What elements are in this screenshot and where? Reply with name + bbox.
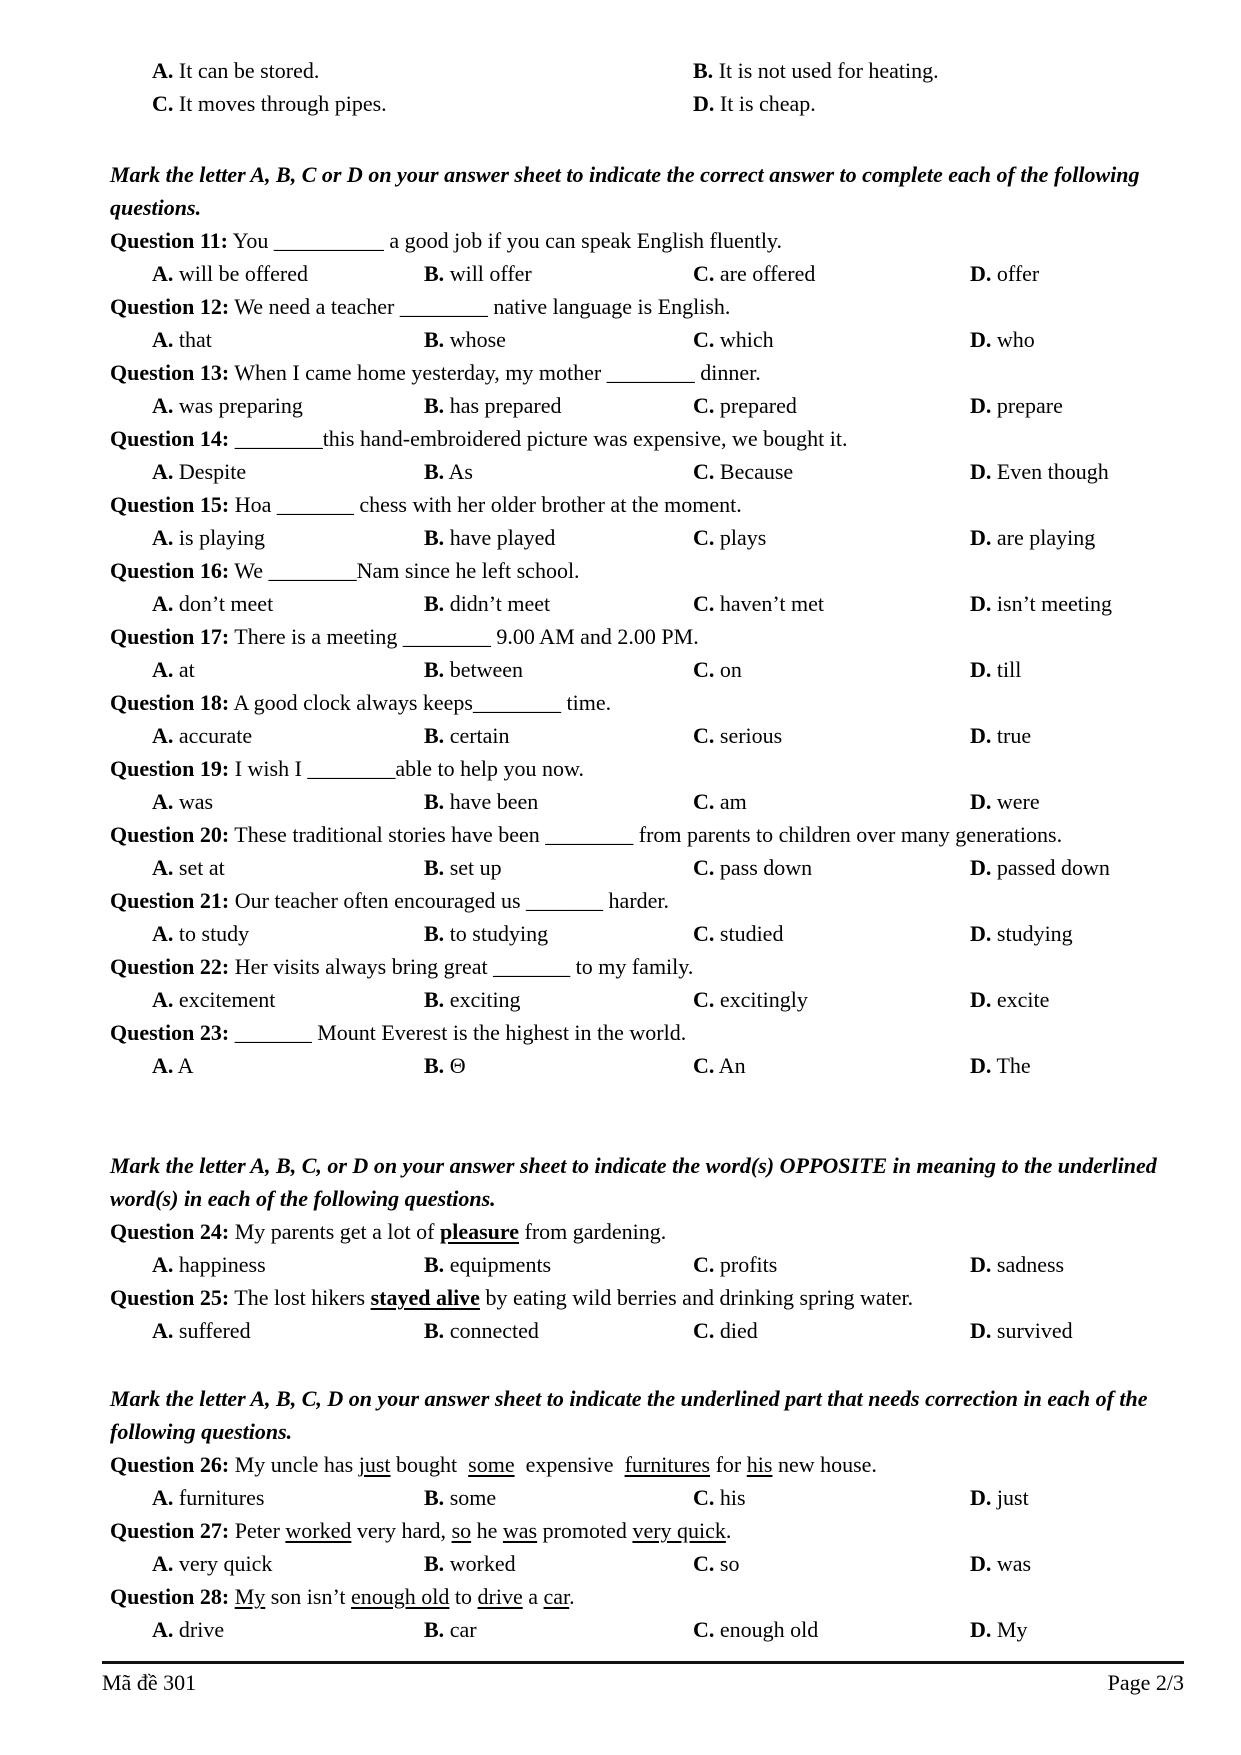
answer-option: D. excite	[970, 987, 1050, 1012]
question-text	[110, 290, 1182, 323]
option-letter: B.	[424, 855, 445, 880]
footer-row	[102, 1664, 1184, 1699]
options-row	[110, 323, 1182, 356]
option-letter: D.	[693, 91, 715, 116]
text-segment: a	[522, 1584, 544, 1609]
options-row	[110, 1547, 1182, 1580]
question-number: Question 20:	[110, 822, 230, 847]
text-segment: My parents get a lot of	[234, 1219, 440, 1244]
underlined-text: worked	[285, 1518, 352, 1543]
option-letter: A.	[152, 525, 174, 550]
question-text	[110, 884, 1182, 917]
question-number: Question 19:	[110, 756, 230, 781]
answer-option: D. are playing	[970, 525, 1096, 550]
answer-option: B. have been	[424, 789, 539, 814]
option-letter: C.	[693, 789, 715, 814]
option-letter: A.	[152, 789, 174, 814]
question-number: Question 13:	[110, 360, 230, 385]
underlined-text: drive	[477, 1584, 523, 1609]
answer-option: D. were	[970, 789, 1040, 814]
text-segment: A good clock always keeps________ time.	[233, 690, 612, 715]
option-letter: B.	[424, 1252, 445, 1277]
option-letter: A.	[152, 1551, 174, 1576]
option-letter: C.	[693, 1318, 715, 1343]
option-letter: B.	[424, 1485, 445, 1510]
answer-option: D. just	[970, 1485, 1029, 1510]
underlined-text: so	[451, 1518, 472, 1543]
question-number: Question 18:	[110, 690, 230, 715]
options-row	[110, 257, 1182, 290]
text-segment: son isn’t	[265, 1584, 352, 1609]
options-row	[110, 1481, 1182, 1514]
options-row	[110, 587, 1182, 620]
option-letter: A.	[152, 261, 174, 286]
answer-option: A. was preparing	[152, 393, 303, 418]
option-letter: C.	[693, 525, 715, 550]
option-letter: C.	[693, 1485, 715, 1510]
answer-option: D. who	[970, 327, 1035, 352]
question-text	[110, 1514, 1182, 1547]
answer-option: C. died	[693, 1318, 758, 1343]
options-row	[110, 785, 1182, 818]
answer-option: D. till	[970, 657, 1022, 682]
answer-option: C. so	[693, 1551, 740, 1576]
answer-option: B. worked	[424, 1551, 516, 1576]
answer-option: A. at	[152, 657, 195, 682]
option-letter: D.	[970, 657, 992, 682]
answer-option: D. passed down	[970, 855, 1110, 880]
options-row	[110, 1613, 1182, 1646]
answer-option: B. to studying	[424, 921, 549, 946]
text-segment: new house.	[772, 1452, 877, 1477]
option-letter: A.	[152, 459, 174, 484]
option-letter: A.	[152, 1485, 174, 1510]
options-row	[110, 983, 1182, 1016]
carryover-question-options	[110, 54, 1182, 120]
answer-option: D. offer	[970, 261, 1040, 286]
text-segment: My uncle has	[234, 1452, 359, 1477]
question-text	[110, 818, 1182, 851]
option-letter: D.	[970, 987, 992, 1012]
question-section-error-correction	[110, 1382, 1182, 1646]
question-text	[110, 686, 1182, 719]
option-letter: A.	[152, 1318, 174, 1343]
options-row	[110, 1049, 1182, 1082]
text-segment: We need a teacher ________ native language is English.	[234, 294, 731, 319]
question-number: Question 21:	[110, 888, 230, 913]
option-letter: B.	[424, 921, 445, 946]
answer-option: C. enough old	[693, 1617, 819, 1642]
option-letter: A.	[152, 591, 174, 616]
text-segment: I wish I ________able to help you now.	[234, 756, 584, 781]
answer-option: B. certain	[424, 723, 510, 748]
text-segment: You __________ a good job if you can speak English fluently.	[232, 228, 783, 253]
answer-option: B. have played	[424, 525, 556, 550]
answer-option: A. is playing	[152, 525, 266, 550]
underlined-text: stayed alive	[370, 1285, 480, 1310]
underlined-text: car	[543, 1584, 570, 1609]
option-letter: A.	[152, 393, 174, 418]
answer-option: A. don’t meet	[152, 591, 274, 616]
text-segment: _______ Mount Everest is the highest in the world.	[234, 1020, 687, 1045]
option-letter: C.	[693, 1617, 715, 1642]
options-row	[110, 851, 1182, 884]
option-letter: D.	[970, 723, 992, 748]
question-text	[110, 1215, 1182, 1248]
question-text	[110, 620, 1182, 653]
answer-option: D. sadness	[970, 1252, 1065, 1277]
text-segment: expensive	[514, 1452, 625, 1477]
option-letter: D.	[970, 1485, 992, 1510]
page-footer	[102, 1661, 1184, 1699]
option-letter: C.	[693, 855, 715, 880]
answer-option: D. isn’t meeting	[970, 591, 1112, 616]
option-letter: B.	[424, 459, 445, 484]
option-letter: B.	[424, 393, 445, 418]
answer-option: C. Because	[693, 459, 794, 484]
option-letter: B.	[424, 789, 445, 814]
question-text	[110, 422, 1182, 455]
answer-option: D. true	[970, 723, 1032, 748]
question-number: Question 25:	[110, 1285, 230, 1310]
option-letter: A.	[152, 723, 174, 748]
text-segment: We ________Nam since he left school.	[234, 558, 580, 583]
text-segment: .	[569, 1584, 575, 1609]
text-segment: The lost hikers	[234, 1285, 371, 1310]
answer-option: A. very quick	[152, 1551, 273, 1576]
answer-option: C. on	[693, 657, 742, 682]
underlined-text: was	[502, 1518, 538, 1543]
option-letter: C.	[693, 921, 715, 946]
options-row	[110, 719, 1182, 752]
answer-option: C. serious	[693, 723, 783, 748]
answer-option: A. set at	[152, 855, 225, 880]
answer-option: B. exciting	[424, 987, 521, 1012]
text-segment: .	[725, 1518, 732, 1543]
option-letter: B.	[424, 657, 445, 682]
question-number: Question 12:	[110, 294, 230, 319]
text-segment: ________this hand-embroidered picture was expensive, we bought it.	[234, 426, 848, 451]
answer-option: A. to study	[152, 921, 250, 946]
text-segment: Her visits always bring great _______ to my family.	[234, 954, 694, 979]
answer-option: D. Even though	[970, 459, 1109, 484]
answer-option: C. It moves through pipes.	[152, 91, 387, 116]
option-letter: D.	[970, 1318, 992, 1343]
option-letter: C.	[693, 723, 715, 748]
options-row	[110, 54, 1182, 87]
answer-option: C. are offered	[693, 261, 816, 286]
option-letter: B.	[693, 58, 714, 83]
answer-option: C. pass down	[693, 855, 813, 880]
text-segment: Peter	[234, 1518, 286, 1543]
option-letter: A.	[152, 1252, 174, 1277]
options-row	[110, 455, 1182, 488]
question-number: Question 22:	[110, 954, 230, 979]
section-instruction: Mark the letter A, B, C, D on your answer sheet to indicate the underlined part that needs correction in each of the following questions.	[110, 1386, 1154, 1444]
question-number: Question 14:	[110, 426, 230, 451]
option-letter: B.	[424, 1053, 445, 1078]
answer-option: C. haven’t met	[693, 591, 824, 616]
option-letter: C.	[693, 393, 715, 418]
text-segment: Our teacher often encouraged us _______ harder.	[234, 888, 670, 913]
option-letter: B.	[424, 987, 445, 1012]
answer-option: D. prepare	[970, 393, 1063, 418]
text-segment: very hard,	[351, 1518, 452, 1543]
option-letter: B.	[424, 591, 445, 616]
answer-option: B. didn’t meet	[424, 591, 551, 616]
options-row	[110, 87, 1182, 120]
answer-option: B. has prepared	[424, 393, 562, 418]
answer-option: C. am	[693, 789, 747, 814]
option-letter: D.	[970, 261, 992, 286]
answer-option: A. accurate	[152, 723, 253, 748]
section-instruction: Mark the letter A, B, C, or D on your answer sheet to indicate the word(s) OPPOSITE in meaning to the underlined word(s) in each of the following questions.	[110, 1153, 1163, 1211]
underlined-text: just	[358, 1452, 391, 1477]
option-letter: A.	[152, 855, 174, 880]
question-number: Question 24:	[110, 1219, 230, 1244]
answer-option: B. between	[424, 657, 523, 682]
text-segment: from gardening.	[519, 1219, 667, 1244]
answer-option: A. excitement	[152, 987, 276, 1012]
underlined-text: his	[746, 1452, 773, 1477]
option-letter: A.	[152, 1617, 174, 1642]
answer-option: B. As	[424, 459, 473, 484]
option-letter: C.	[152, 91, 174, 116]
options-row	[110, 653, 1182, 686]
question-section-completion	[110, 158, 1182, 1082]
question-text	[110, 1580, 1182, 1613]
text-segment: he	[471, 1518, 503, 1543]
question-text	[110, 488, 1182, 521]
option-letter: B.	[424, 261, 445, 286]
options-row	[110, 521, 1182, 554]
question-number: Question 16:	[110, 558, 230, 583]
option-letter: B.	[424, 327, 445, 352]
text-segment: bought	[390, 1452, 469, 1477]
option-letter: C.	[693, 459, 715, 484]
answer-option: B. will offer	[424, 261, 532, 286]
answer-option: A. furnitures	[152, 1485, 265, 1510]
question-text	[110, 356, 1182, 389]
answer-option: C. An	[693, 1053, 746, 1078]
answer-option: A. happiness	[152, 1252, 266, 1277]
underlined-text: pleasure	[439, 1219, 520, 1244]
question-number: Question 26:	[110, 1452, 230, 1477]
answer-option: D. The	[970, 1053, 1031, 1078]
text-segment: promoted	[537, 1518, 633, 1543]
option-letter: D.	[970, 921, 992, 946]
answer-option: D. survived	[970, 1318, 1073, 1343]
answer-option: C. prepared	[693, 393, 797, 418]
option-letter: D.	[970, 393, 992, 418]
text-segment: There is a meeting ________ 9.00 AM and 2.00 PM.	[234, 624, 699, 649]
question-text	[110, 1448, 1182, 1481]
question-number: Question 23:	[110, 1020, 230, 1045]
question-text	[110, 1281, 1182, 1314]
question-number: Question 15:	[110, 492, 230, 517]
option-letter: C.	[693, 261, 715, 286]
option-letter: A.	[152, 327, 174, 352]
question-number: Question 28:	[110, 1584, 230, 1609]
answer-option: B. car	[424, 1617, 477, 1642]
text-segment: to	[449, 1584, 478, 1609]
underlined-text: furnitures	[624, 1452, 711, 1477]
option-letter: A.	[152, 58, 174, 83]
option-letter: A.	[152, 921, 174, 946]
answer-option: B. It is not used for heating.	[693, 58, 939, 83]
underlined-text: some	[468, 1452, 515, 1477]
option-letter: A.	[152, 657, 174, 682]
option-letter: D.	[970, 327, 992, 352]
underlined-text: very quick	[632, 1518, 726, 1543]
answer-option: A. suffered	[152, 1318, 251, 1343]
answer-option: A. A	[152, 1053, 194, 1078]
option-letter: B.	[424, 1617, 445, 1642]
option-letter: B.	[424, 723, 445, 748]
answer-option: A. Despite	[152, 459, 247, 484]
answer-option: B. some	[424, 1485, 497, 1510]
option-letter: D.	[970, 1053, 992, 1078]
option-letter: C.	[693, 657, 715, 682]
answer-option: D. was	[970, 1551, 1032, 1576]
option-letter: D.	[970, 459, 992, 484]
text-segment: These traditional stories have been ________ from parents to children over many generations.	[234, 822, 1063, 847]
answer-option: B. whose	[424, 327, 506, 352]
option-letter: D.	[970, 1252, 992, 1277]
option-letter: B.	[424, 525, 445, 550]
answer-option: C. studied	[693, 921, 784, 946]
question-text	[110, 554, 1182, 587]
option-letter: C.	[693, 327, 715, 352]
text-segment: When I came home yesterday, my mother ________ dinner.	[234, 360, 761, 385]
answer-option: D. It is cheap.	[693, 91, 816, 116]
option-letter: D.	[970, 591, 992, 616]
answer-option: D. My	[970, 1617, 1028, 1642]
answer-option: C. his	[693, 1485, 746, 1510]
option-letter: C.	[693, 591, 715, 616]
option-letter: C.	[693, 1551, 715, 1576]
answer-option: A. It can be stored.	[152, 58, 320, 83]
options-row	[110, 917, 1182, 950]
option-letter: B.	[424, 1551, 445, 1576]
question-number: Question 11:	[110, 228, 228, 253]
answer-option: C. plays	[693, 525, 767, 550]
exam-code: Mã đề 301	[102, 1670, 197, 1695]
text-segment: Hoa _______ chess with her older brother at the moment.	[234, 492, 742, 517]
question-text	[110, 224, 1182, 257]
option-letter: B.	[424, 1318, 445, 1343]
question-number: Question 17:	[110, 624, 230, 649]
option-letter: D.	[970, 525, 992, 550]
options-row	[110, 389, 1182, 422]
answer-option: A. that	[152, 327, 212, 352]
answer-option: C. which	[693, 327, 774, 352]
underlined-text: My	[234, 1584, 266, 1609]
answer-option: A. will be offered	[152, 261, 308, 286]
question-section-opposite-meaning	[110, 1149, 1182, 1347]
answer-option: B. Θ	[424, 1053, 466, 1078]
answer-option: B. set up	[424, 855, 502, 880]
text-segment: for	[710, 1452, 747, 1477]
answer-option: C. excitingly	[693, 987, 808, 1012]
options-row	[110, 1314, 1182, 1347]
answer-option: B. connected	[424, 1318, 539, 1343]
options-row	[110, 1248, 1182, 1281]
option-letter: D.	[970, 1551, 992, 1576]
answer-option: B. equipments	[424, 1252, 552, 1277]
option-letter: C.	[693, 1053, 715, 1078]
option-letter: D.	[970, 855, 992, 880]
option-letter: D.	[970, 1617, 992, 1642]
answer-option: D. studying	[970, 921, 1073, 946]
option-letter: D.	[970, 789, 992, 814]
answer-option: A. drive	[152, 1617, 225, 1642]
answer-option: A. was	[152, 789, 214, 814]
question-text	[110, 1016, 1182, 1049]
question-text	[110, 752, 1182, 785]
answer-option: C. profits	[693, 1252, 778, 1277]
option-letter: A.	[152, 987, 174, 1012]
section-instruction: Mark the letter A, B, C or D on your answer sheet to indicate the correct answer to complete each of the following questions.	[110, 162, 1146, 220]
text-segment: by eating wild berries and drinking spring water.	[479, 1285, 914, 1310]
option-letter: A.	[152, 1053, 174, 1078]
option-letter: C.	[693, 987, 715, 1012]
underlined-text: enough old	[351, 1584, 450, 1609]
option-letter: C.	[693, 1252, 715, 1277]
question-text	[110, 950, 1182, 983]
page-number: Page 2/3	[1107, 1670, 1184, 1695]
question-number: Question 27:	[110, 1518, 230, 1543]
